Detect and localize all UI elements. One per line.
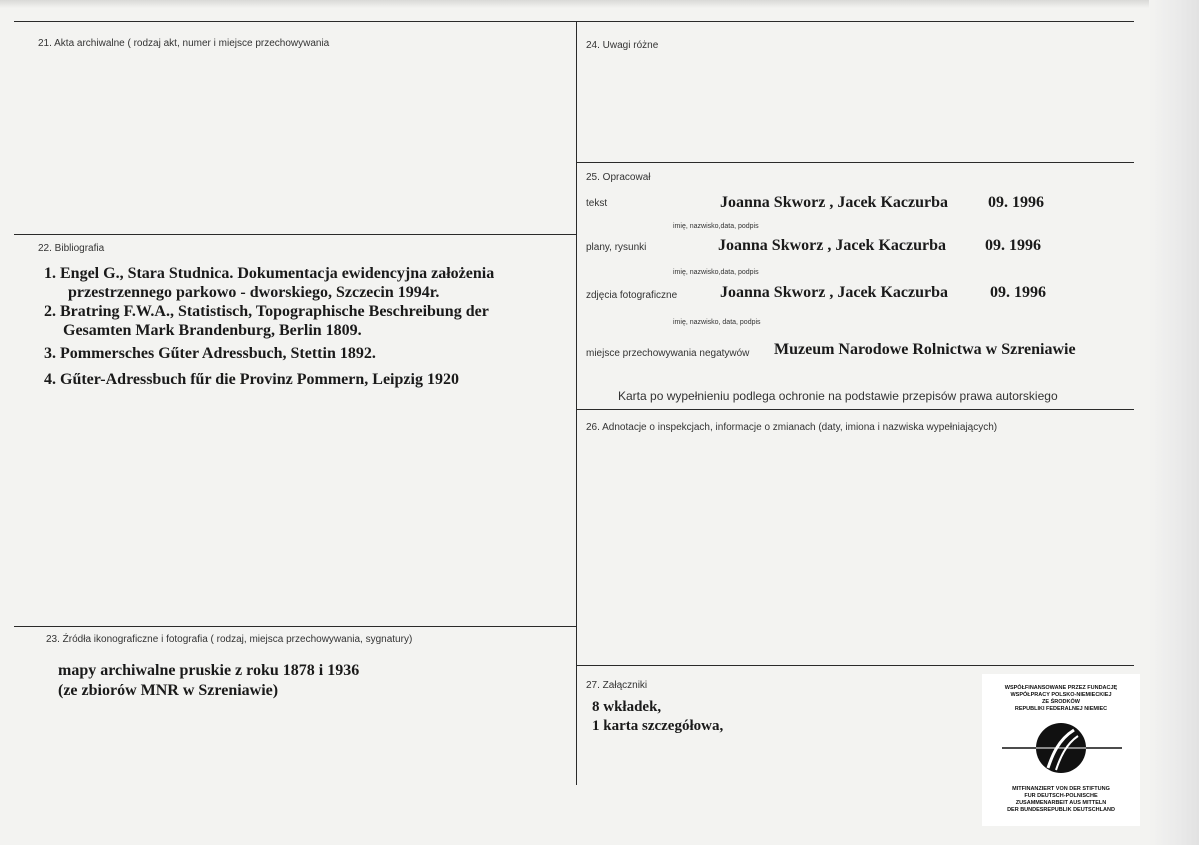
bib-item-1-cont: przestrzennego parkowo - dworskiego, Szczecin 1994r. (68, 284, 440, 301)
logo-bottom-line-2: FUR DEUTSCH-POLNISCHE (1024, 793, 1098, 799)
logo-top-line-4: REPUBLIKI FEDERALNEJ NIEMIEC (1014, 706, 1108, 712)
logo-top-line-1: WSPÓŁFINANSOWANE PRZEZ FUNDACJĘ (1004, 685, 1118, 691)
center-divider (576, 22, 577, 785)
tekst-caption: imię, nazwisko,data, podpis (673, 223, 759, 230)
divider-26-27 (576, 665, 1134, 666)
attachments-line-2: 1 karta szczegółowa, (592, 718, 724, 734)
zdjecia-caption: imię, nazwisko, data, podpis (673, 319, 761, 326)
logo-bottom-line-3: ZUSAMMENARBEIT AUS MITTELN (1015, 800, 1107, 806)
section-26-label: 26. Adnotacje o inspekcjach, informacje o zmianach (daty, imiona i nazwiska wypełniających) (586, 422, 998, 433)
copyright-notice: Karta po wypełnieniu podlega ochronie na podstawie przepisów prawa autorskiego (618, 389, 1058, 403)
tekst-date: 09. 1996 (988, 194, 1044, 211)
top-border (14, 21, 1134, 22)
plany-value: Joanna Skworz , Jacek Kaczurba (718, 237, 946, 254)
foundation-logo-stamp (982, 674, 1140, 826)
section-22-label: 22. Bibliografia (38, 243, 105, 254)
zdjecia-date: 09. 1996 (990, 284, 1046, 301)
negatywy-value: Muzeum Narodowe Rolnictwa w Szreniawie (774, 341, 1076, 358)
section-23-label: 23. Źródła ikonograficzne i fotografia ( rodzaj, miejsca przechowywania, sygnatury) (46, 634, 413, 645)
section-21-label: 21. Akta archiwalne ( rodzaj akt, numer i miejsce przechowywania (38, 38, 330, 49)
scan-top-edge (0, 0, 1199, 8)
bib-item-4: 4. Gűter-Adressbuch fűr die Provinz Pommern, Leipzig 1920 (44, 371, 459, 388)
bib-item-1: 1. Engel G., Stara Studnica. Dokumentacja ewidencyjna założenia (44, 265, 495, 282)
plany-caption: imię, nazwisko,data, podpis (673, 269, 759, 276)
zdjecia-value: Joanna Skworz , Jacek Kaczurba (720, 284, 948, 301)
negatywy-label: miejsce przechowywania negatywów (586, 348, 750, 359)
bib-item-2: 2. Bratring F.W.A., Statistisch, Topographische Beschreibung der (44, 303, 489, 320)
divider-21-22 (14, 234, 576, 235)
foundation-emblem-icon (982, 716, 1140, 782)
bib-item-2-cont: Gesamten Mark Brandenburg, Berlin 1809. (63, 322, 362, 339)
divider-24-25 (576, 162, 1134, 163)
tekst-label: tekst (586, 198, 608, 209)
divider-22-23 (14, 626, 576, 627)
scan-right-edge (1149, 0, 1199, 845)
logo-bottom-line-1: MITFINANZIERT VON DER STIFTUNG (1012, 786, 1110, 792)
iconography-line-1: mapy archiwalne pruskie z roku 1878 i 1936 (58, 662, 360, 679)
plany-label: plany, rysunki (586, 242, 647, 253)
logo-top-line-2: WSPÓŁPRACY POLSKO-NIEMIECKIEJ (1010, 692, 1112, 698)
plany-date: 09. 1996 (985, 237, 1041, 254)
section-24-label: 24. Uwagi różne (586, 40, 659, 51)
logo-bottom-line-4: DER BUNDESREPUBLIK DEUTSCHLAND (1007, 807, 1115, 813)
zdjecia-label: zdjęcia fotograficzne (586, 290, 678, 301)
iconography-line-2: (ze zbiorów MNR w Szreniawie) (58, 682, 279, 699)
logo-top-line-3: ZE ŚRODKÓW (1042, 699, 1080, 705)
section-25-label: 25. Opracował (586, 172, 651, 183)
section-27-label: 27. Załączniki (586, 680, 648, 691)
bibliography-list (44, 264, 494, 389)
tekst-value: Joanna Skworz , Jacek Kaczurba (720, 194, 948, 211)
attachments-line-1: 8 wkładek, (592, 699, 662, 715)
divider-25-26 (576, 409, 1134, 410)
bib-item-3: 3. Pommersches Gűter Adressbuch, Stettin 1892. (44, 345, 376, 362)
